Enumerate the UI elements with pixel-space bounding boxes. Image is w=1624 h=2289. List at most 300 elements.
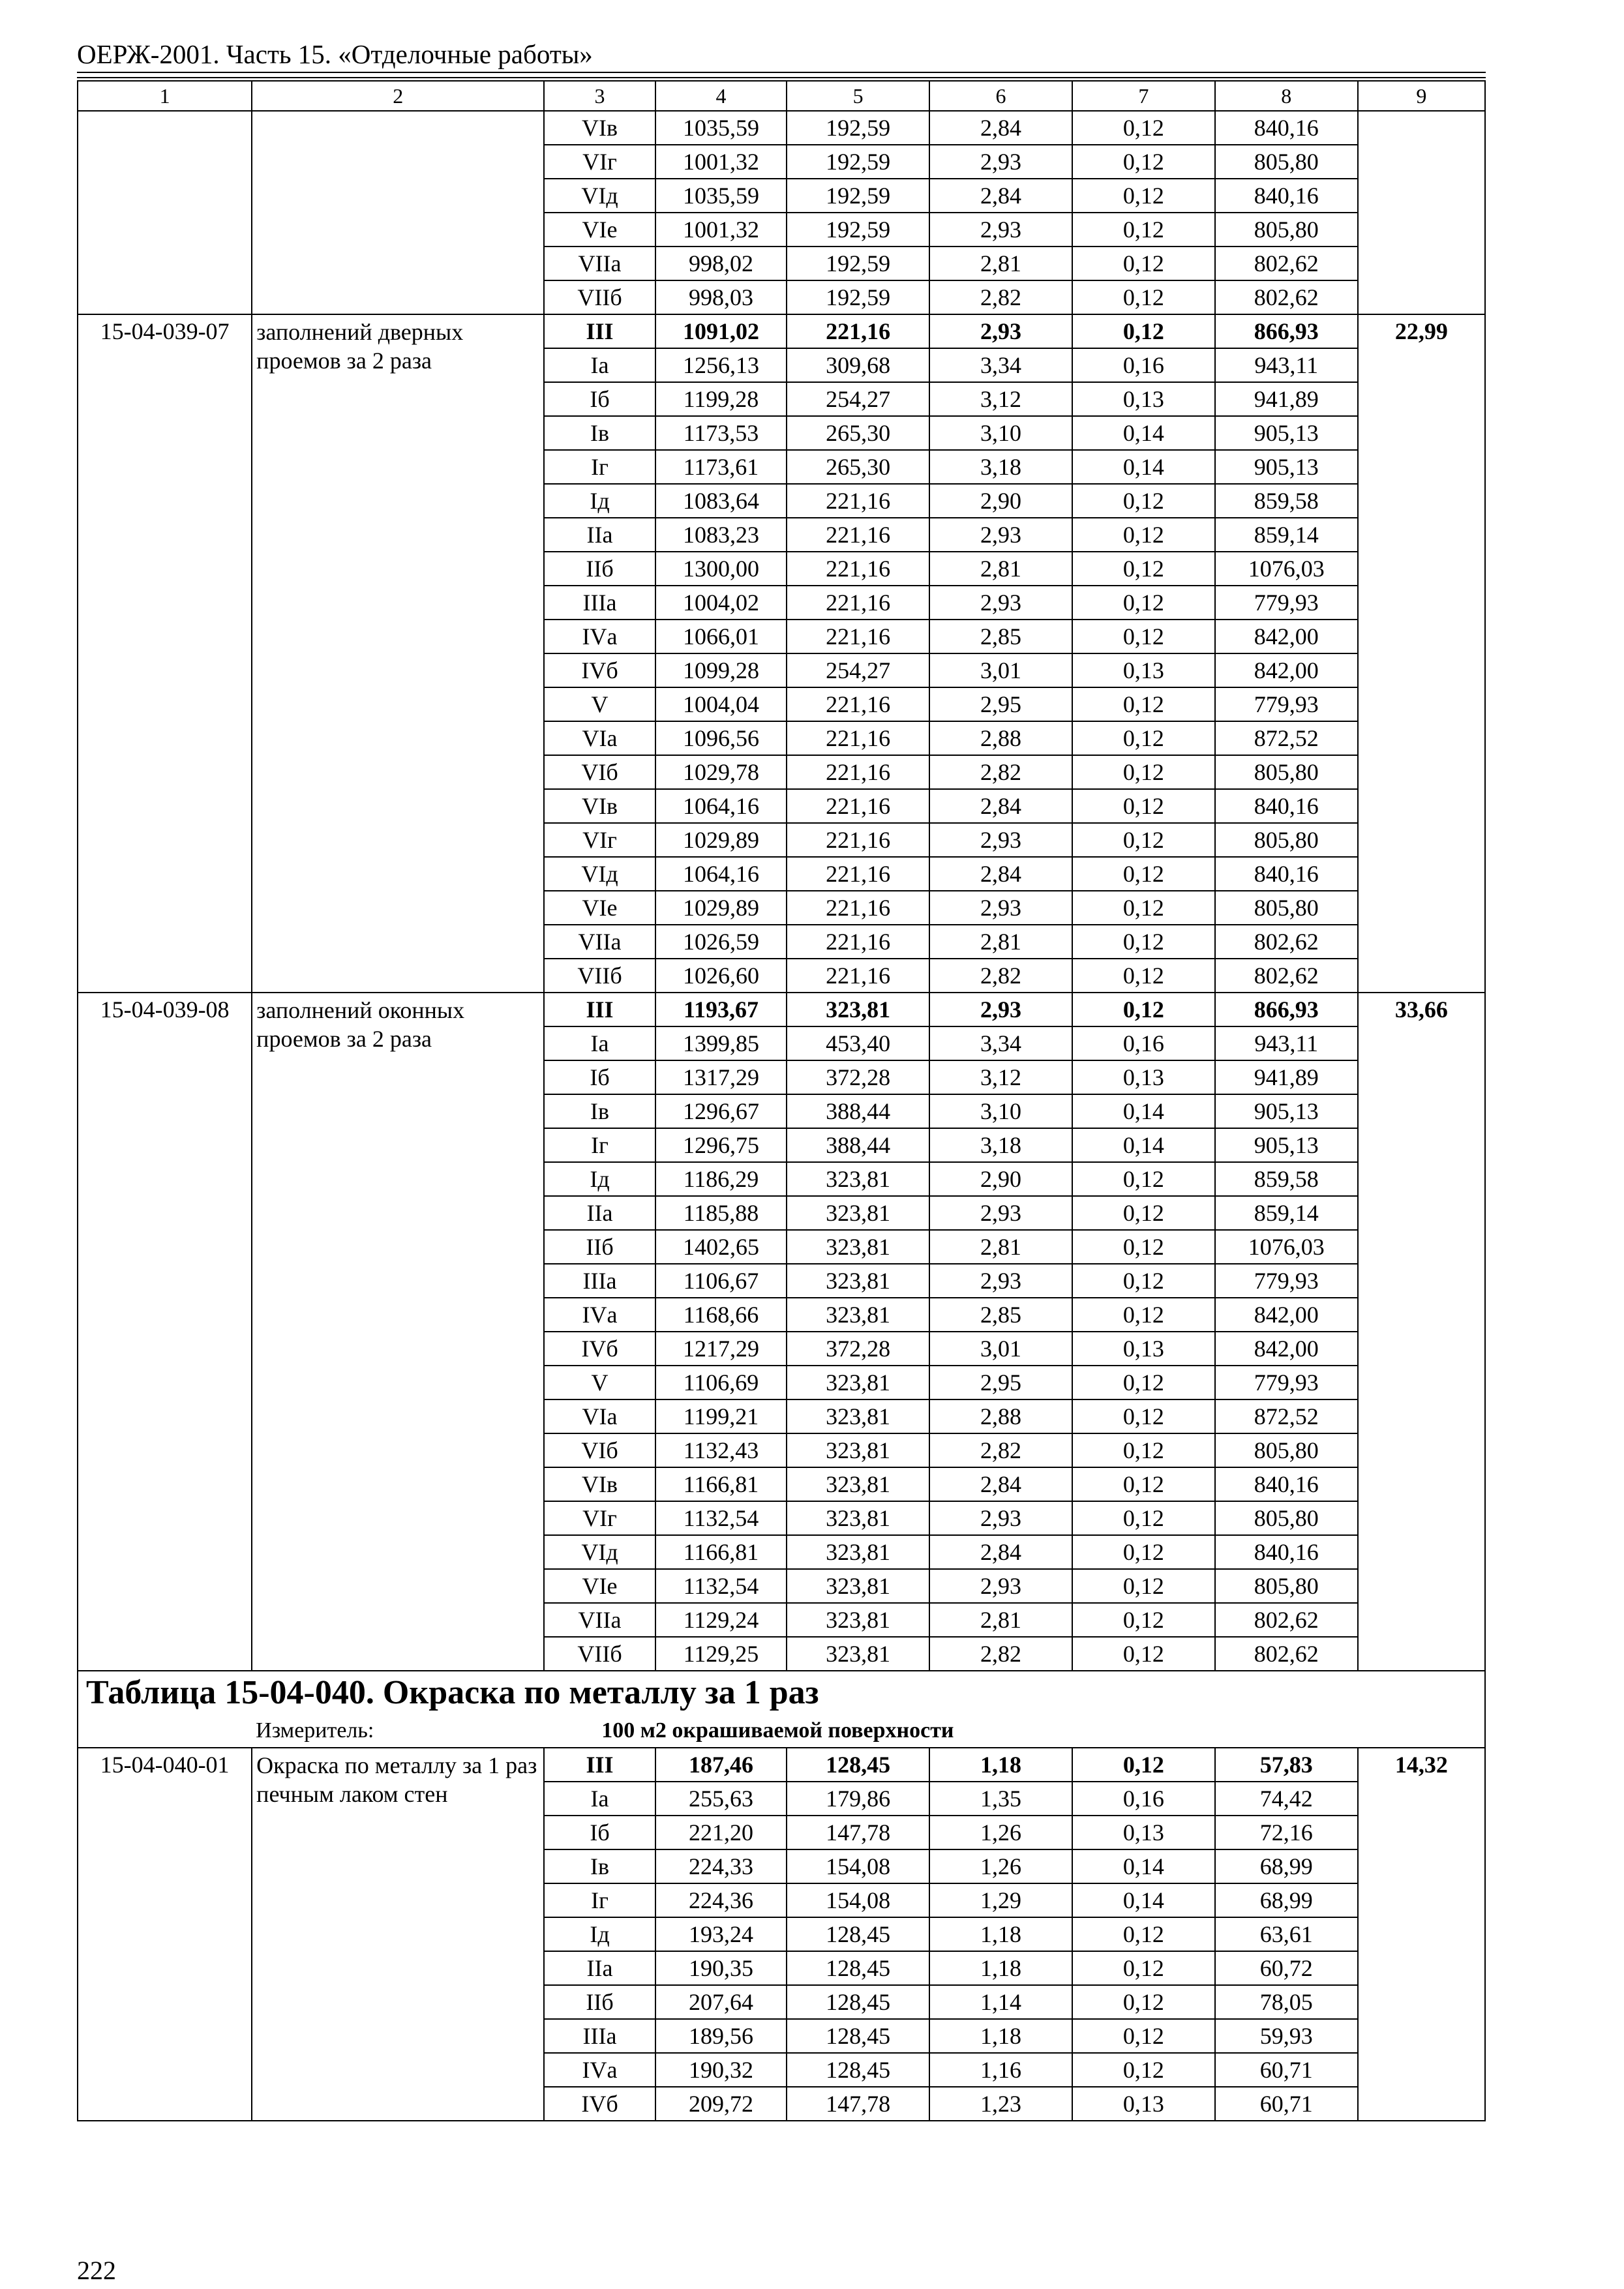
value-cell: 1,23 [929, 2087, 1072, 2121]
description-cell [252, 111, 544, 314]
value-cell: III [544, 993, 655, 1026]
description-cell: заполнений дверных проемов за 2 раза [252, 314, 544, 993]
value-cell: 1099,28 [655, 653, 787, 687]
table-title-row [78, 1671, 1485, 1714]
value-cell: 0,12 [1072, 857, 1215, 891]
value-cell: 998,03 [655, 280, 787, 314]
value-cell: 221,16 [787, 552, 929, 586]
unit-row [78, 1714, 1485, 1748]
value-cell: 0,13 [1072, 1332, 1215, 1366]
value-cell: VIд [544, 1535, 655, 1569]
value-cell: 128,45 [787, 2019, 929, 2053]
col9-cell: 33,66 [1358, 993, 1485, 1671]
value-cell: 2,93 [929, 1569, 1072, 1603]
value-cell: 0,14 [1072, 450, 1215, 484]
value-cell: 805,80 [1215, 823, 1358, 857]
value-cell: 0,13 [1072, 2087, 1215, 2121]
value-cell: 323,81 [787, 1603, 929, 1637]
code-cell [78, 111, 252, 314]
value-cell: 802,62 [1215, 1603, 1358, 1637]
value-cell: 1,18 [929, 1951, 1072, 1985]
value-cell: VIг [544, 1501, 655, 1535]
value-cell: 0,12 [1072, 1535, 1215, 1569]
value-cell: 221,16 [787, 823, 929, 857]
value-cell: 221,16 [787, 891, 929, 925]
value-cell: 805,80 [1215, 755, 1358, 789]
value-cell: 1166,81 [655, 1535, 787, 1569]
value-cell: 0,12 [1072, 1230, 1215, 1264]
column-number: 2 [252, 81, 544, 111]
value-cell: 1076,03 [1215, 552, 1358, 586]
value-cell: Iд [544, 1917, 655, 1951]
value-cell: 254,27 [787, 382, 929, 416]
value-cell: IIб [544, 1230, 655, 1264]
value-cell: VIб [544, 1433, 655, 1467]
value-cell: 0,13 [1072, 1816, 1215, 1849]
value-cell: 2,85 [929, 1298, 1072, 1332]
value-cell: IVб [544, 2087, 655, 2121]
value-cell: Iг [544, 1128, 655, 1162]
value-cell: 1199,28 [655, 382, 787, 416]
value-cell: 1,18 [929, 1748, 1072, 1782]
value-cell: 2,81 [929, 247, 1072, 280]
value-cell: 0,13 [1072, 382, 1215, 416]
value-cell: 0,16 [1072, 1782, 1215, 1816]
value-cell: 2,84 [929, 789, 1072, 823]
value-cell: 221,16 [787, 721, 929, 755]
value-cell: 2,93 [929, 1264, 1072, 1298]
value-cell: 59,93 [1215, 2019, 1358, 2053]
value-cell: 866,93 [1215, 314, 1358, 348]
value-cell: IVб [544, 653, 655, 687]
value-cell: 0,12 [1072, 280, 1215, 314]
value-cell: 192,59 [787, 213, 929, 247]
value-cell: 193,24 [655, 1917, 787, 1951]
value-cell: 840,16 [1215, 1467, 1358, 1501]
value-cell: 802,62 [1215, 247, 1358, 280]
value-cell: 1,18 [929, 2019, 1072, 2053]
value-cell: 1,26 [929, 1849, 1072, 1883]
value-cell: 2,93 [929, 213, 1072, 247]
value-cell: VIа [544, 1399, 655, 1433]
value-cell: 0,12 [1072, 1196, 1215, 1230]
value-cell: 859,14 [1215, 518, 1358, 552]
value-cell: 0,12 [1072, 1399, 1215, 1433]
value-cell: 453,40 [787, 1026, 929, 1060]
value-cell: 998,02 [655, 247, 787, 280]
value-cell: 805,80 [1215, 213, 1358, 247]
value-cell: 802,62 [1215, 1637, 1358, 1671]
value-cell: 0,12 [1072, 823, 1215, 857]
value-cell: 1096,56 [655, 721, 787, 755]
value-cell: VIд [544, 857, 655, 891]
value-cell: 309,68 [787, 348, 929, 382]
value-cell: Iг [544, 450, 655, 484]
value-cell: 2,82 [929, 755, 1072, 789]
value-cell: 323,81 [787, 1298, 929, 1332]
value-cell: 941,89 [1215, 1060, 1358, 1094]
value-cell: 1300,00 [655, 552, 787, 586]
value-cell: 190,35 [655, 1951, 787, 1985]
value-cell: IIа [544, 1196, 655, 1230]
value-cell: 128,45 [787, 1985, 929, 2019]
value-cell: 905,13 [1215, 450, 1358, 484]
value-cell: 2,84 [929, 179, 1072, 213]
value-cell: 1004,04 [655, 687, 787, 721]
value-cell: 0,12 [1072, 1569, 1215, 1603]
value-cell: 1026,60 [655, 959, 787, 993]
value-cell: VIд [544, 179, 655, 213]
value-cell: 0,12 [1072, 620, 1215, 653]
value-cell: 63,61 [1215, 1917, 1358, 1951]
value-cell: 840,16 [1215, 857, 1358, 891]
value-cell: 128,45 [787, 1917, 929, 1951]
value-cell: 2,81 [929, 552, 1072, 586]
value-cell: 147,78 [787, 1816, 929, 1849]
value-cell: 1129,25 [655, 1637, 787, 1671]
value-cell: IIа [544, 1951, 655, 1985]
value-cell: 3,10 [929, 1094, 1072, 1128]
value-cell: III [544, 314, 655, 348]
value-cell: 74,42 [1215, 1782, 1358, 1816]
value-cell: 0,12 [1072, 145, 1215, 179]
value-cell: 802,62 [1215, 925, 1358, 959]
column-number: 6 [929, 81, 1072, 111]
value-cell: 254,27 [787, 653, 929, 687]
value-cell: IVб [544, 1332, 655, 1366]
value-cell: 905,13 [1215, 1094, 1358, 1128]
value-cell: 1217,29 [655, 1332, 787, 1366]
value-cell: 0,12 [1072, 1162, 1215, 1196]
value-cell: 1,18 [929, 1917, 1072, 1951]
column-number: 9 [1358, 81, 1485, 111]
value-cell: 1166,81 [655, 1467, 787, 1501]
value-cell: Iб [544, 1060, 655, 1094]
value-cell: 1076,03 [1215, 1230, 1358, 1264]
value-cell: VIе [544, 213, 655, 247]
value-cell: 0,12 [1072, 959, 1215, 993]
value-cell: 1066,01 [655, 620, 787, 653]
value-cell: VIв [544, 789, 655, 823]
value-cell: 2,93 [929, 314, 1072, 348]
value-cell: 221,16 [787, 755, 929, 789]
value-cell: 323,81 [787, 1264, 929, 1298]
value-cell: 154,08 [787, 1849, 929, 1883]
value-cell: 3,12 [929, 1060, 1072, 1094]
value-cell: 0,12 [1072, 1917, 1215, 1951]
value-cell: 840,16 [1215, 111, 1358, 145]
value-cell: 78,05 [1215, 1985, 1358, 2019]
value-cell: 323,81 [787, 1467, 929, 1501]
value-cell: 0,12 [1072, 755, 1215, 789]
value-cell: 842,00 [1215, 1332, 1358, 1366]
column-number-row [78, 81, 1485, 111]
value-cell: 72,16 [1215, 1816, 1358, 1849]
value-cell: 192,59 [787, 247, 929, 280]
value-cell: IIа [544, 518, 655, 552]
value-cell: IIIа [544, 1264, 655, 1298]
value-cell: 1026,59 [655, 925, 787, 959]
column-number: 5 [787, 81, 929, 111]
code-cell: 15-04-040-01 [78, 1748, 252, 2121]
unit-spacer [78, 1714, 252, 1748]
value-cell: 805,80 [1215, 891, 1358, 925]
value-cell: 2,82 [929, 959, 1072, 993]
value-cell: 209,72 [655, 2087, 787, 2121]
value-cell: 842,00 [1215, 1298, 1358, 1332]
value-cell: VIе [544, 891, 655, 925]
value-cell: 221,16 [787, 687, 929, 721]
value-cell: 905,13 [1215, 1128, 1358, 1162]
value-cell: 1,26 [929, 1816, 1072, 1849]
value-cell: 1168,66 [655, 1298, 787, 1332]
col9-cell: 14,32 [1358, 1748, 1485, 2121]
value-cell: 0,12 [1072, 1603, 1215, 1637]
value-cell: 2,84 [929, 1535, 1072, 1569]
value-cell: 2,93 [929, 145, 1072, 179]
value-cell: 3,01 [929, 1332, 1072, 1366]
value-cell: 207,64 [655, 1985, 787, 2019]
value-cell: VIв [544, 1467, 655, 1501]
value-cell: 323,81 [787, 1433, 929, 1467]
value-cell: 859,58 [1215, 484, 1358, 518]
value-cell: 1,14 [929, 1985, 1072, 2019]
value-cell: 388,44 [787, 1094, 929, 1128]
value-cell: 1029,89 [655, 823, 787, 857]
value-cell: 0,14 [1072, 1094, 1215, 1128]
value-cell: 187,46 [655, 1748, 787, 1782]
value-cell: 0,12 [1072, 2053, 1215, 2087]
value-cell: 0,14 [1072, 1128, 1215, 1162]
value-cell: IVа [544, 620, 655, 653]
value-cell: 3,18 [929, 450, 1072, 484]
value-cell: 192,59 [787, 179, 929, 213]
value-cell: VIIб [544, 280, 655, 314]
value-cell: 221,20 [655, 1816, 787, 1849]
value-cell: 2,90 [929, 1162, 1072, 1196]
value-cell: 221,16 [787, 857, 929, 891]
value-cell: 1199,21 [655, 1399, 787, 1433]
value-cell: 2,93 [929, 993, 1072, 1026]
value-cell: 2,93 [929, 1196, 1072, 1230]
value-cell: 57,83 [1215, 1748, 1358, 1782]
value-cell: 2,82 [929, 1433, 1072, 1467]
value-cell: Iв [544, 1849, 655, 1883]
value-cell: 1132,54 [655, 1501, 787, 1535]
value-cell: 221,16 [787, 518, 929, 552]
value-cell: 60,71 [1215, 2087, 1358, 2121]
value-cell: Iв [544, 1094, 655, 1128]
value-cell: 0,12 [1072, 2019, 1215, 2053]
value-cell: VIе [544, 1569, 655, 1603]
value-cell: 0,12 [1072, 721, 1215, 755]
page-number: 222 [77, 2256, 116, 2285]
value-cell: 1004,02 [655, 586, 787, 620]
table-row [78, 111, 1485, 145]
value-cell: IIIа [544, 586, 655, 620]
value-cell: 255,63 [655, 1782, 787, 1816]
header-rule [77, 72, 1486, 73]
value-cell: 60,72 [1215, 1951, 1358, 1985]
unit-label: Измеритель: [252, 1714, 544, 1748]
value-cell: 0,12 [1072, 993, 1215, 1026]
value-cell: VIв [544, 111, 655, 145]
value-cell: 840,16 [1215, 789, 1358, 823]
value-cell: 0,12 [1072, 213, 1215, 247]
value-cell: 2,85 [929, 620, 1072, 653]
value-cell: 840,16 [1215, 1535, 1358, 1569]
value-cell: 192,59 [787, 280, 929, 314]
value-cell: Iа [544, 348, 655, 382]
value-cell: 3,10 [929, 416, 1072, 450]
value-cell: 179,86 [787, 1782, 929, 1816]
value-cell: 221,16 [787, 314, 929, 348]
column-number: 1 [78, 81, 252, 111]
value-cell: 805,80 [1215, 1433, 1358, 1467]
value-cell: 2,95 [929, 1366, 1072, 1399]
value-cell: 0,12 [1072, 1264, 1215, 1298]
value-cell: 779,93 [1215, 1366, 1358, 1399]
value-cell: 943,11 [1215, 348, 1358, 382]
value-cell: 842,00 [1215, 653, 1358, 687]
value-cell: 0,12 [1072, 1366, 1215, 1399]
value-cell: 2,88 [929, 1399, 1072, 1433]
value-cell: 0,12 [1072, 179, 1215, 213]
value-cell: 0,12 [1072, 1951, 1215, 1985]
value-cell: Iв [544, 416, 655, 450]
value-cell: 1256,13 [655, 348, 787, 382]
value-cell: 805,80 [1215, 1501, 1358, 1535]
value-cell: 1029,89 [655, 891, 787, 925]
value-cell: 192,59 [787, 111, 929, 145]
value-cell: 805,80 [1215, 145, 1358, 179]
value-cell: 2,84 [929, 1467, 1072, 1501]
page-header: ОЕРЖ-2001. Часть 15. «Отделочные работы» [77, 39, 593, 69]
value-cell: 842,00 [1215, 620, 1358, 653]
column-number: 3 [544, 81, 655, 111]
value-cell: Iг [544, 1883, 655, 1917]
value-cell: 128,45 [787, 1951, 929, 1985]
value-cell: 1064,16 [655, 857, 787, 891]
value-cell: 0,12 [1072, 314, 1215, 348]
value-cell: 3,34 [929, 1026, 1072, 1060]
value-cell: VIа [544, 721, 655, 755]
value-cell: 0,12 [1072, 687, 1215, 721]
value-cell: V [544, 1366, 655, 1399]
value-cell: 779,93 [1215, 1264, 1358, 1298]
value-cell: 2,84 [929, 857, 1072, 891]
value-cell: 866,93 [1215, 993, 1358, 1026]
column-number: 7 [1072, 81, 1215, 111]
table-row [78, 1748, 1485, 1782]
value-cell: 323,81 [787, 993, 929, 1026]
code-cell: 15-04-039-08 [78, 993, 252, 1671]
value-cell: 1083,64 [655, 484, 787, 518]
value-cell: 372,28 [787, 1060, 929, 1094]
value-cell: 0,12 [1072, 1501, 1215, 1535]
description-cell: заполнений оконных проемов за 2 раза [252, 993, 544, 1671]
description-cell: Окраска по металлу за 1 раз печным лаком стен [252, 1748, 544, 2121]
value-cell: 2,93 [929, 891, 1072, 925]
value-cell: 1035,59 [655, 179, 787, 213]
value-cell: 905,13 [1215, 416, 1358, 450]
value-cell: 323,81 [787, 1162, 929, 1196]
value-cell: 0,12 [1072, 789, 1215, 823]
value-cell: 1001,32 [655, 213, 787, 247]
value-cell: Iб [544, 1816, 655, 1849]
value-cell: 323,81 [787, 1399, 929, 1433]
value-cell: 2,95 [929, 687, 1072, 721]
value-cell: 221,16 [787, 586, 929, 620]
value-cell: 872,52 [1215, 721, 1358, 755]
value-cell: 872,52 [1215, 1399, 1358, 1433]
value-cell: 859,58 [1215, 1162, 1358, 1196]
value-cell: 0,16 [1072, 1026, 1215, 1060]
header-rule [77, 77, 1486, 78]
value-cell: 779,93 [1215, 586, 1358, 620]
value-cell: 1029,78 [655, 755, 787, 789]
value-cell: 2,84 [929, 111, 1072, 145]
value-cell: VIIа [544, 247, 655, 280]
value-cell: 1399,85 [655, 1026, 787, 1060]
value-cell: VIг [544, 145, 655, 179]
value-cell: IVа [544, 1298, 655, 1332]
value-cell: 221,16 [787, 959, 929, 993]
value-cell: 221,16 [787, 620, 929, 653]
value-cell: Iд [544, 484, 655, 518]
rates-table [77, 80, 1486, 2121]
value-cell: V [544, 687, 655, 721]
value-cell: Iа [544, 1782, 655, 1816]
value-cell: 859,14 [1215, 1196, 1358, 1230]
value-cell: 0,14 [1072, 1849, 1215, 1883]
value-cell: 2,93 [929, 1501, 1072, 1535]
value-cell: IIб [544, 552, 655, 586]
value-cell: 0,12 [1072, 1985, 1215, 2019]
value-cell: Iб [544, 382, 655, 416]
value-cell: VIIб [544, 1637, 655, 1671]
col9-cell [1358, 111, 1485, 314]
value-cell: 2,81 [929, 1603, 1072, 1637]
value-cell: 388,44 [787, 1128, 929, 1162]
value-cell: 265,30 [787, 450, 929, 484]
value-cell: 1,29 [929, 1883, 1072, 1917]
value-cell: 943,11 [1215, 1026, 1358, 1060]
value-cell: 3,34 [929, 348, 1072, 382]
value-cell: 1106,67 [655, 1264, 787, 1298]
value-cell: 0,12 [1072, 552, 1215, 586]
value-cell: III [544, 1748, 655, 1782]
value-cell: 68,99 [1215, 1849, 1358, 1883]
value-cell: 840,16 [1215, 179, 1358, 213]
table-title: Таблица 15-04-040. Окраска по металлу за 1 раз [78, 1671, 1485, 1714]
unit-value: 100 м2 окрашиваемой поверхности [544, 1714, 1485, 1748]
value-cell: VIIа [544, 1603, 655, 1637]
value-cell: 1186,29 [655, 1162, 787, 1196]
value-cell: 323,81 [787, 1366, 929, 1399]
column-number: 4 [655, 81, 787, 111]
value-cell: 1106,69 [655, 1366, 787, 1399]
value-cell: 1193,67 [655, 993, 787, 1026]
value-cell: IIб [544, 1985, 655, 2019]
value-cell: 941,89 [1215, 382, 1358, 416]
value-cell: Iа [544, 1026, 655, 1060]
value-cell: 221,16 [787, 925, 929, 959]
value-cell: 0,12 [1072, 891, 1215, 925]
value-cell: VIг [544, 823, 655, 857]
value-cell: 0,12 [1072, 1748, 1215, 1782]
value-cell: 805,80 [1215, 1569, 1358, 1603]
